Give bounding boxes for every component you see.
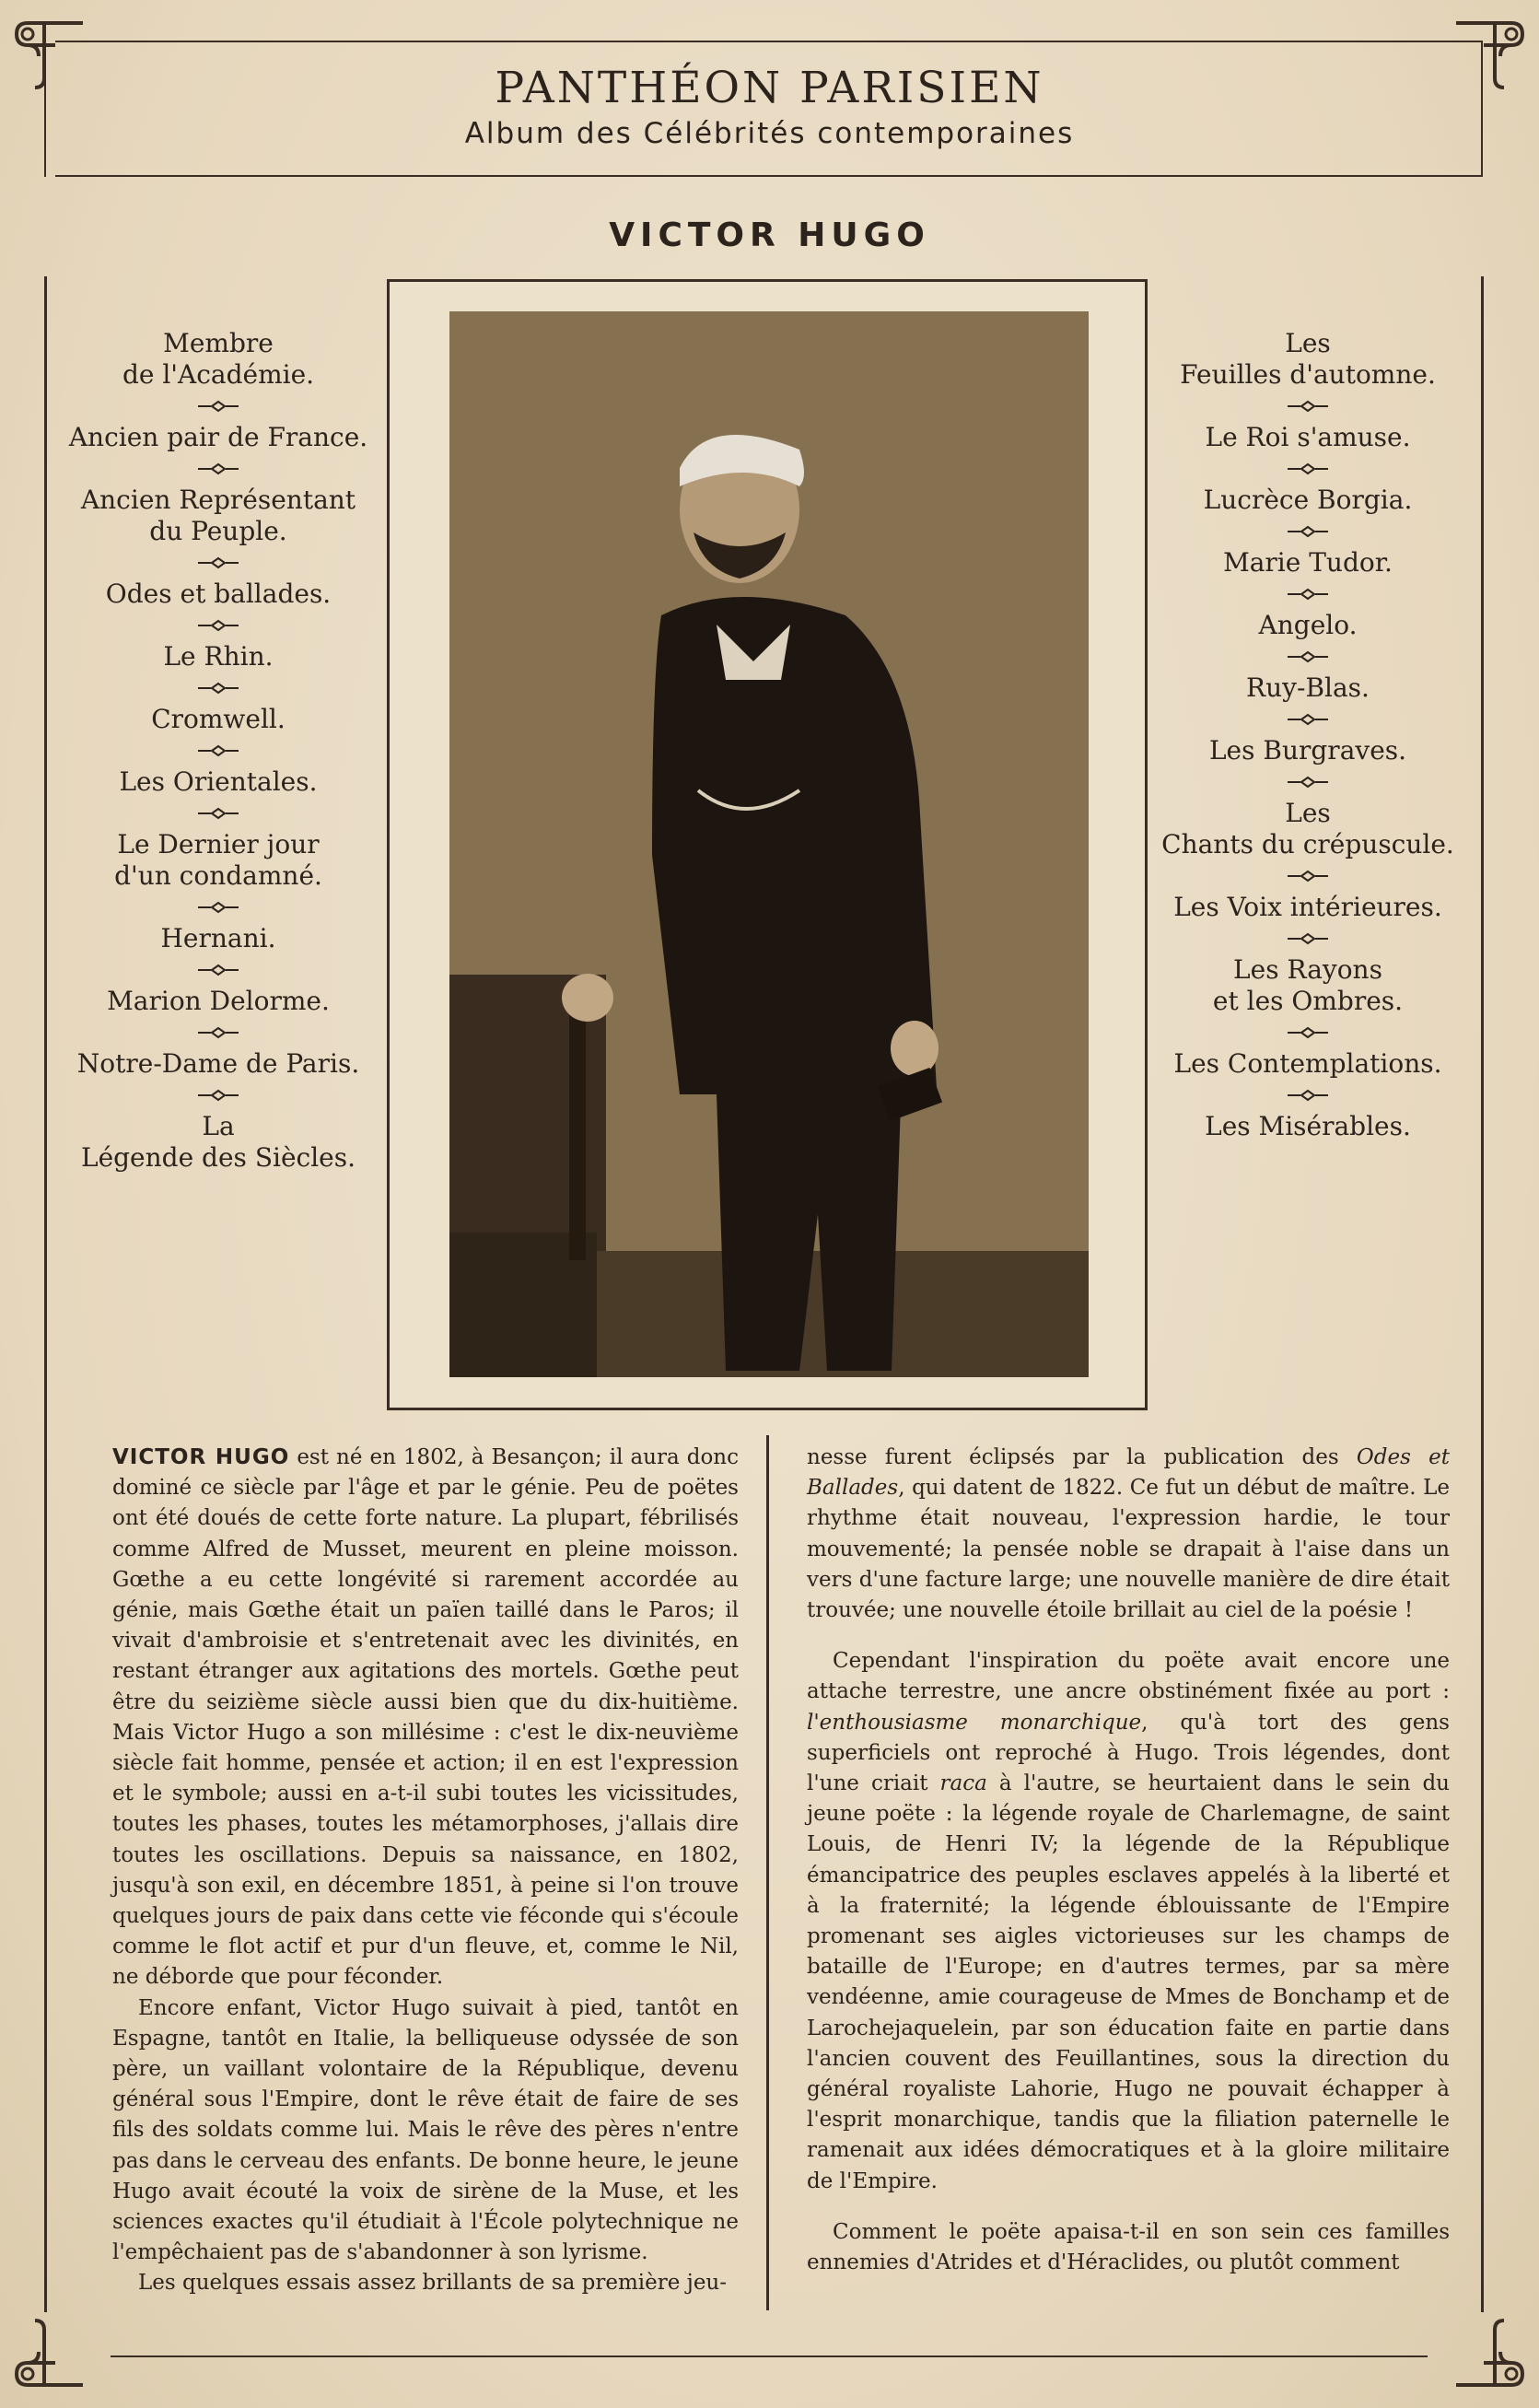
- header-subtitle: Album des Célébrités contemporaines: [464, 117, 1075, 150]
- left-title-entry: Hernani.: [160, 923, 276, 953]
- portrait-photo: [449, 311, 1089, 1377]
- diamond-separator-icon: [1156, 453, 1460, 485]
- left-title-entry: Ancien Représentant du Peuple.: [80, 485, 356, 546]
- header: [0, 63, 1539, 150]
- frame-bottom-line: [111, 2355, 1428, 2357]
- diamond-separator-icon: [1156, 1080, 1460, 1111]
- body-emphasis: raca: [939, 1771, 987, 1796]
- diamond-separator-icon: [57, 391, 379, 422]
- body-paragraph: [807, 1443, 1450, 1626]
- right-title-entry: Les Rayons et les Ombres.: [1212, 954, 1404, 1016]
- header-title: PANTHÉON PARISIEN: [495, 63, 1044, 113]
- portrait-figure-icon: [449, 311, 1089, 1377]
- body-text: est né en 1802, à Besançon; il aura donc dominé ce siècle par l'âge et par le génie. Peu de poëtes ont été doués de cette forte nature. La plupart, fébrilisés comme Alfred de Musset, meurent en pleine moisson. Gœthe a eu cette longévité si rarement accordée au génie, mais Gœthe était un païen taillé dans le Paros; il vivait d'ambroisie et s'entretenait avec les divinités, en restant étranger aux agitations des mortels. Gœthe peut être du seizième siècle aussi bien que du dix-huitième. Mais Victor Hugo a son millésime : c'est le dix-neuvième siècle fait homme, pensée et action; il en est l'expression et le symbole; aussi en a-t-il subi toutes les vicissitudes, toutes les phases, toutes les métamorphoses, j'allais dire toutes les oscillations. Depuis sa naissance, en 1802, jusqu'à son exil, en décembre 1851, à peine si l'on trouve quelques jours de paix dans cette vie féconde qui s'écoule comme le flot actif et pur d'un fleuve, et, comme le Nil, ne déborde que pour féconder.: [112, 1445, 739, 1990]
- diamond-separator-icon: [1156, 516, 1460, 547]
- diamond-separator-icon: [57, 672, 379, 704]
- diamond-separator-icon: [57, 954, 379, 986]
- body-text: , qu'à tort des gens superficiels ont reproché à Hugo. Trois légendes, dont l'une criait: [807, 1710, 1450, 1796]
- diamond-separator-icon: [1156, 391, 1460, 422]
- body-emphasis: Odes et Ballades: [807, 1445, 1450, 1501]
- frame-top-line: [55, 41, 1483, 42]
- diamond-separator-icon: [57, 1080, 379, 1111]
- right-title-entry: Les Chants du crépuscule.: [1161, 798, 1454, 859]
- left-title-entry: Membre de l'Académie.: [122, 328, 315, 390]
- left-title-entry: Les Orientales.: [119, 766, 318, 797]
- diamond-separator-icon: [57, 547, 379, 579]
- column-divider: [766, 1435, 769, 2310]
- diamond-separator-icon: [1156, 579, 1460, 610]
- diamond-separator-icon: [1156, 1017, 1460, 1048]
- body-right-column: [807, 1443, 1450, 2278]
- body-lead: VICTOR HUGO: [112, 1445, 290, 1469]
- right-title-entry: Les Feuilles d'automne.: [1180, 328, 1436, 390]
- right-title-entry: Le Roi s'amuse.: [1205, 422, 1411, 452]
- body-text: , qui datent de 1822. Ce fut un début de maître. Le rhythme était nouveau, l'expression hardie, le tour mouvementé; la pensée noble se drapait à l'aise dans un vers d'une facture large; une nouvelle manière de dire était trouvée; une nouvelle étoile brillait au ciel de la poésie !: [807, 1476, 1450, 1623]
- body-text: nesse furent éclipsés par la publication des: [807, 1445, 1357, 1469]
- body-text: à l'autre, se heurtaient dans le sein du jeune poëte : la légende royale de Charlemagne, de saint Louis, de Henri IV; la légende de la République émancipatrice des peuples esclaves appelés à la liberté et à la fraternité; la légende éblouissante de l'Empire promenant ses aigles victorieuses sur les champs de bataille de l'Europe; en d'autres termes, par sa mère vendéenne, amie courageuse de Mmes de Bonchamp et de Larochejaquelein, par son éducation faite en partie dans l'ancien couvent des Feuillantines, sous la direction du général royaliste Lahorie, Hugo ne pouvait échapper à l'esprit monarchique, tandis que la filiation paternelle le ramenait aux idées démocratiques et à la gloire militaire de l'Empire.: [807, 1771, 1450, 2193]
- diamond-separator-icon: [1156, 923, 1460, 954]
- diamond-separator-icon: [57, 1017, 379, 1048]
- left-column: [57, 328, 379, 1174]
- body-paragraph: [807, 1646, 1450, 2197]
- right-title-entry: Les Misérables.: [1205, 1111, 1411, 1141]
- right-column: [1156, 328, 1460, 1142]
- frame-header-bottom-line: [55, 175, 1483, 177]
- right-title-entry: Les Burgraves.: [1208, 735, 1407, 766]
- diamond-separator-icon: [1156, 641, 1460, 672]
- body-paragraph: [112, 1443, 739, 1993]
- left-title-entry: Cromwell.: [151, 704, 286, 734]
- right-title-entry: Ruy-Blas.: [1246, 672, 1370, 703]
- right-title-entry: Les Contemplations.: [1173, 1048, 1442, 1079]
- right-title-entry: Les Voix intérieures.: [1173, 892, 1442, 922]
- right-title-entry: Lucrèce Borgia.: [1203, 485, 1413, 515]
- left-title-entry: Odes et ballades.: [105, 579, 332, 609]
- right-title-entry: Marie Tudor.: [1223, 547, 1393, 578]
- left-title-entry: Ancien pair de France.: [68, 422, 368, 452]
- diamond-separator-icon: [57, 798, 379, 829]
- body-paragraph: Encore enfant, Victor Hugo suivait à pied, tantôt en Espagne, tantôt en Italie, la belliqueuse odyssée de son père, un vaillant volontaire de la République, devenu général sous l'Empire, dont le rêve était de faire de ses fils des soldats comme lui. Mais le rêve des pères n'entre pas dans le cerveau des enfants. De bonne heure, le jeune Hugo avait écouté la voix de sirène de la Muse, et les sciences exactes qu'il étudiait à l'École polytechnique ne l'empêchaient pas de s'abandonner à son lyrisme.: [112, 1995, 739, 2265]
- diamond-separator-icon: [57, 610, 379, 641]
- body-left-column: [112, 1443, 739, 2299]
- diamond-separator-icon: [57, 892, 379, 923]
- left-title-entry: Notre-Dame de Paris.: [76, 1048, 360, 1079]
- left-title-entry: Le Rhin.: [163, 641, 274, 672]
- diamond-separator-icon: [1156, 766, 1460, 798]
- diamond-separator-icon: [1156, 704, 1460, 735]
- corner-ornament-icon: [1447, 2316, 1530, 2399]
- diamond-separator-icon: [57, 453, 379, 485]
- subject-name: VICTOR HUGO: [609, 216, 930, 254]
- diamond-separator-icon: [1156, 860, 1460, 892]
- frame-right-line: [1481, 276, 1484, 2312]
- frame-left-line: [44, 276, 47, 2312]
- right-title-entry: Angelo.: [1258, 610, 1358, 640]
- left-title-entry: Marion Delorme.: [107, 986, 330, 1016]
- corner-ornament-icon: [9, 2316, 92, 2399]
- left-title-entry: Le Dernier jour d'un condamné.: [114, 829, 322, 891]
- body-emphasis: l'enthousiasme monarchique: [807, 1710, 1142, 1735]
- diamond-separator-icon: [57, 735, 379, 766]
- body-paragraph: Les quelques essais assez brillants de sa première jeu-: [138, 2271, 728, 2296]
- left-title-entry: La Légende des Siècles.: [80, 1111, 356, 1173]
- body-text: Cependant l'inspiration du poëte avait encore une attache terrestre, une ancre obstinément fixée au port :: [807, 1649, 1450, 1704]
- body-paragraph: Comment le poëte apaisa-t-il en son sein ces familles ennemies d'Atrides et d'Héraclides, ou plutôt comment: [807, 2219, 1450, 2275]
